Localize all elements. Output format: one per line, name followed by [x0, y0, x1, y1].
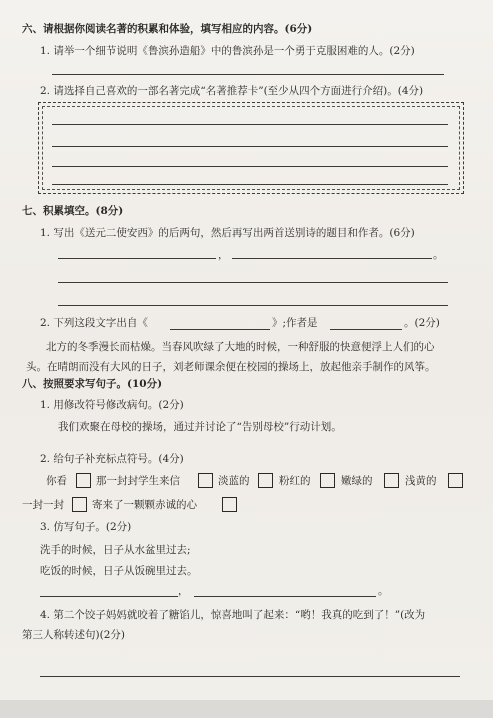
- card-answer-line[interactable]: [52, 184, 448, 185]
- punct-text: 那一封封学生来信: [96, 475, 180, 487]
- section6-heading: 六、请根据你阅读名著的积累和体验，填写相应的内容。(6分): [22, 23, 313, 35]
- answer-line[interactable]: [58, 305, 448, 306]
- answer-line[interactable]: [58, 258, 216, 259]
- punctuation-box[interactable]: [198, 473, 213, 488]
- period-mark: 。: [433, 249, 444, 261]
- passage-line: 北方的冬季漫长而枯燥。当春风吹绿了大地的时候，一种舒服的快意便浮上人们的心: [46, 341, 435, 353]
- section7-q2-middle: 》;作者是: [272, 317, 318, 329]
- answer-line[interactable]: [58, 282, 448, 283]
- section8-q1: 1. 用修改符号修改病句。(2分): [40, 399, 184, 411]
- punct-text: 浅黄的: [405, 475, 437, 487]
- imitation-line: 洗手的时候，日子从水盆里过去;: [40, 544, 191, 556]
- author-blank[interactable]: [330, 329, 402, 330]
- passage-line: 头。在晴朗而没有大风的日子，刘老师课余便在校园的操场上，放起他亲手制作的风筝。: [26, 361, 436, 373]
- answer-line[interactable]: [40, 676, 460, 677]
- section8-heading: 八、按照要求写句子。(10分): [22, 378, 163, 390]
- viewer-bottom-bar: [0, 700, 493, 718]
- punct-text: 寄来了一颗颗赤诚的心: [92, 499, 197, 511]
- section6-q2: 2. 请选择自己喜欢的一部名著完成“名著推荐卡”(至少从四个方面进行介绍)。(4分): [40, 85, 424, 97]
- answer-line[interactable]: [40, 596, 178, 597]
- punct-text: 淡蓝的: [218, 475, 250, 487]
- answer-line[interactable]: [232, 258, 432, 259]
- comma-mark: ，: [178, 585, 189, 597]
- section6-q1: 1. 请举一个细节说明《鲁滨孙造船》中的鲁滨孙是一个勇于克服困难的人。(2分): [40, 45, 415, 57]
- punctuation-box[interactable]: [72, 497, 87, 512]
- section7-q2-suffix: 。(2分): [404, 317, 440, 329]
- sentence-to-correct: 我们欢聚在母校的操场，通过并讨论了“告别母校”行动计划。: [58, 421, 342, 433]
- card-answer-line[interactable]: [52, 166, 448, 167]
- section8-q4-line2: 第三人称转述句)(2分): [22, 629, 125, 641]
- punctuation-box[interactable]: [258, 473, 273, 488]
- imitation-line: 吃饭的时候，日子从饭碗里过去。: [40, 565, 198, 577]
- recommendation-card-inner: [42, 106, 460, 190]
- answer-line[interactable]: [194, 596, 376, 597]
- card-answer-line[interactable]: [52, 124, 448, 125]
- punctuation-box[interactable]: [384, 473, 399, 488]
- punct-text: 粉红的: [279, 475, 311, 487]
- section7-q2-prefix: 2. 下列这段文字出自《: [40, 317, 148, 329]
- punct-text: 嫩绿的: [341, 475, 373, 487]
- section8-q3: 3. 仿写句子。(2分): [40, 521, 132, 533]
- section7-q1: 1. 写出《送元二使安西》的后两句，然后再写出两首送别诗的题目和作者。(6分): [40, 227, 415, 239]
- punctuation-box[interactable]: [76, 473, 91, 488]
- period-mark: 。: [378, 585, 389, 597]
- punct-text: 你看: [46, 475, 67, 487]
- book-title-blank[interactable]: [170, 329, 270, 330]
- punctuation-box[interactable]: [222, 497, 237, 512]
- comma-mark: ，: [218, 249, 229, 261]
- section8-q4-line1: 4. 第二个饺子妈妈就咬着了糖馅儿，惊喜地叫了起来：“哟！我真的吃到了！”(改为: [40, 609, 426, 621]
- card-answer-line[interactable]: [52, 146, 448, 147]
- punctuation-box[interactable]: [320, 473, 335, 488]
- answer-line[interactable]: [52, 74, 444, 75]
- section7-heading: 七、积累填空。(8分): [22, 205, 124, 217]
- section8-q2: 2. 给句子补充标点符号。(4分): [40, 453, 184, 465]
- punctuation-box[interactable]: [448, 473, 463, 488]
- punct-text: 一封一封: [22, 499, 64, 511]
